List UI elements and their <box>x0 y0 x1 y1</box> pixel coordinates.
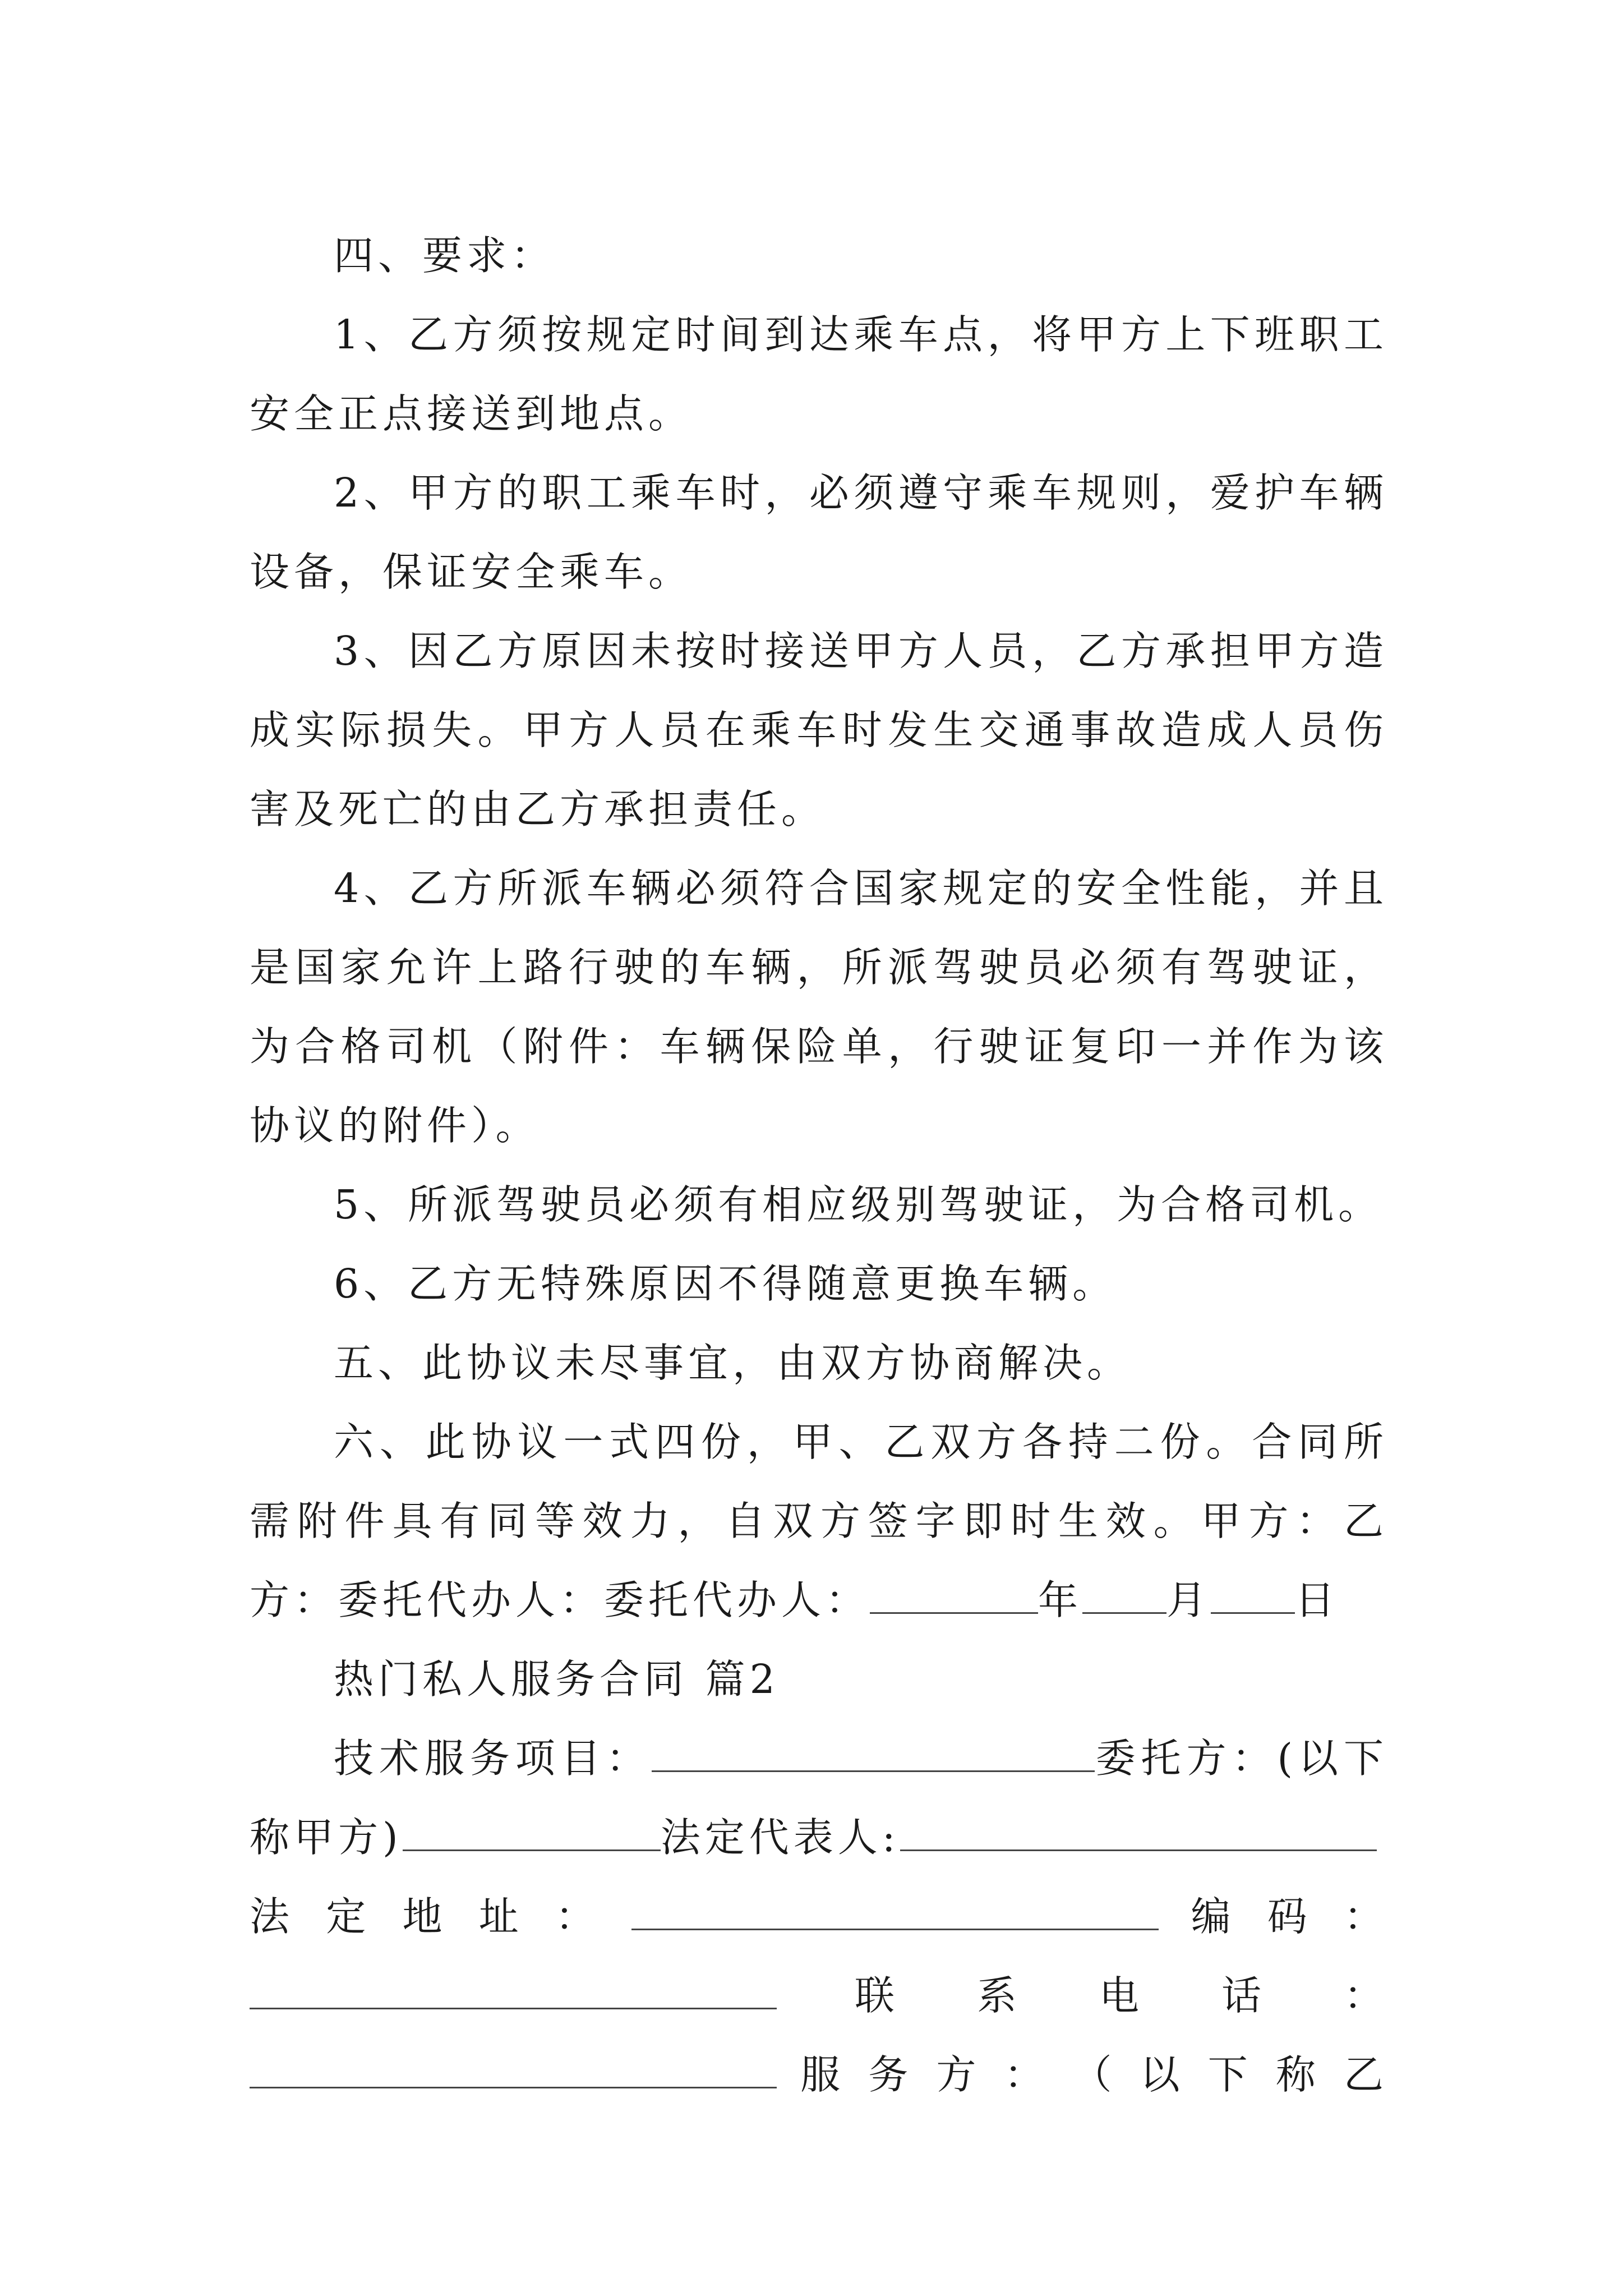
year-label: 年 <box>1038 1577 1083 1623</box>
section-2-title: 热门私人服务合同 篇2 <box>334 1656 780 1703</box>
phone-char-3: 电 <box>1099 1972 1144 2019</box>
phone-char-1: 联 <box>854 1972 899 2019</box>
month-label: 月 <box>1166 1577 1211 1623</box>
address-char-2: 定 <box>326 1893 371 1940</box>
requirement-item-4: 4、乙方所派车辆必须符合国家规定的安全性能，并且是国家允许上路行驶的车辆，所派驾驶员必须有驾驶证，为合格司机（附件：车辆保险单，行驶证复印一并作为该协议的附件）。 <box>250 865 1388 1149</box>
address-char-4: 址 <box>478 1893 523 1940</box>
code-char-1: 编 <box>1191 1893 1235 1940</box>
document-body <box>250 216 1388 2114</box>
requirement-item-6: 6、乙方无特殊原因不得随意更换车辆。 <box>334 1260 1117 1307</box>
server-char-3: 方 <box>936 2051 981 2098</box>
clause-six <box>250 1402 1388 1640</box>
form-server-line <box>250 2035 1388 2114</box>
code-char-3: ： <box>1343 1893 1388 1940</box>
day-label: 日 <box>1295 1577 1340 1623</box>
clause-six-text: 六、此协议一式四份，甲、乙双方各持二份。合同所需附件具有同等效力，自双方签字即时生效。甲方：乙方：委托代办人：委托代办人： <box>250 1419 1388 1623</box>
project-label: 技术服务项目： <box>334 1735 652 1782</box>
phone-blank[interactable] <box>250 2051 777 2088</box>
heading-requirements: 四、要求： <box>334 232 556 279</box>
project-blank[interactable] <box>652 1734 1095 1772</box>
year-blank[interactable] <box>870 1576 1038 1614</box>
legal-rep-blank[interactable] <box>900 1814 1377 1851</box>
phone-char-4: 话 <box>1221 1972 1266 2019</box>
server-char-4: ： <box>1004 2051 1049 2098</box>
client-label: 委托方：(以下称甲方) <box>250 1735 1388 1861</box>
server-char-2: 务 <box>868 2051 913 2098</box>
requirement-item-5: 5、所派驾驶员必须有相应级别驾驶证，为合格司机。 <box>334 1181 1383 1228</box>
legal-address-blank[interactable] <box>631 1893 1159 1930</box>
server-char-8: 称 <box>1275 2051 1320 2098</box>
month-blank[interactable] <box>1082 1576 1166 1614</box>
address-char-1: 法 <box>250 1893 294 1940</box>
server-char-6: 以 <box>1140 2051 1184 2098</box>
day-blank[interactable] <box>1211 1576 1295 1614</box>
code-blank[interactable] <box>250 1972 777 2009</box>
requirement-item-3: 3、因乙方原因未按时接送甲方人员，乙方承担甲方造成实际损失。甲方人员在乘车时发生交通事故造成人员伤害及死亡的由乙方承担责任。 <box>250 628 1388 832</box>
phone-char-5: ： <box>1343 1972 1388 2019</box>
server-char-5: （ <box>1072 2051 1117 2098</box>
form-phone-line <box>250 1956 1388 2035</box>
server-char-1: 服 <box>800 2051 845 2098</box>
form-address-line <box>250 1877 1388 1956</box>
clause-five: 五、此协议未尽事宜，由双方协商解决。 <box>334 1340 1132 1386</box>
phone-char-2: 系 <box>976 1972 1021 2019</box>
address-char-3: 地 <box>402 1893 447 1940</box>
client-blank[interactable] <box>403 1814 661 1851</box>
requirement-item-2: 2、甲方的职工乘车时，必须遵守乘车规则，爱护车辆设备，保证安全乘车。 <box>250 470 1388 595</box>
server-char-9: 乙 <box>1343 2051 1388 2098</box>
requirement-item-1: 1、乙方须按规定时间到达乘车点，将甲方上下班职工安全正点接送到地点。 <box>250 311 1388 437</box>
form-project-client <box>250 1719 1388 1877</box>
server-char-7: 下 <box>1207 2051 1252 2098</box>
address-char-5: ： <box>555 1893 600 1940</box>
legal-rep-label: 法定代表人: <box>660 1814 900 1861</box>
code-char-2: 码 <box>1267 1893 1312 1940</box>
